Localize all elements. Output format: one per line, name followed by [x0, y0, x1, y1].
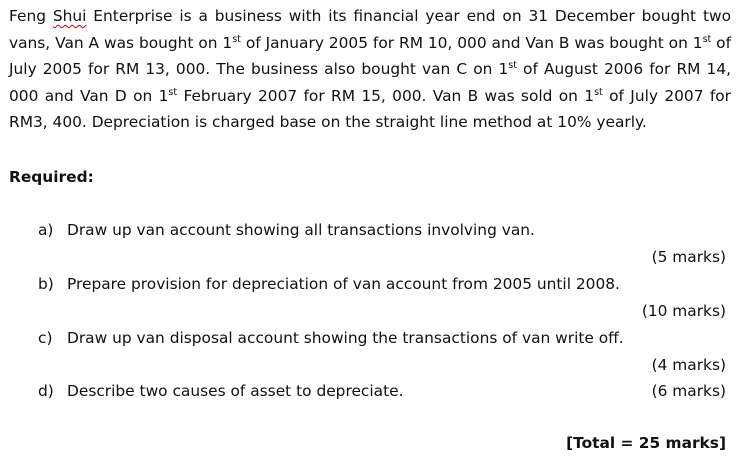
question-text: Prepare provision for depreciation of van account from 2005 until 2008. [67, 275, 620, 293]
paragraph-line-5: RM3, 400. Depreciation is charged base on the straight line method at 10% yearly. [9, 113, 647, 131]
question-text: Draw up van disposal account showing the transactions of van write off. [67, 329, 624, 347]
question-label: a) [38, 221, 54, 239]
question-a [38, 221, 535, 239]
question-label: b) [38, 275, 54, 293]
marks-a: (5 marks) [651, 248, 726, 266]
question-label: c) [38, 329, 53, 347]
paragraph-line-1: Feng Shui Enterprise is a business with its financial year end on 31 December bought two [9, 7, 731, 25]
question-label: d) [38, 382, 54, 400]
paragraph-line-4: 000 and Van D on 1st February 2007 for RM 15, 000. Van B was sold on 1st of July 2007 for [9, 86, 731, 105]
required-heading: Required: [9, 168, 94, 186]
question-b [38, 275, 620, 293]
marks-c: (4 marks) [651, 356, 726, 374]
paragraph-line-2: vans, Van A was bought on 1st of January 2005 for RM 10, 000 and Van B was bought on 1st of [9, 33, 731, 52]
question-text: Draw up van account showing all transactions involving van. [67, 221, 535, 239]
marks-b: (10 marks) [641, 302, 726, 320]
paragraph-line-3: July 2005 for RM 13, 000. The business also bought van C on 1st of August 2006 for RM 14, [9, 60, 731, 78]
question-c [38, 329, 624, 347]
marks-d: (6 marks) [651, 382, 726, 400]
question-paragraph [9, 3, 731, 136]
total-marks: [Total = 25 marks] [566, 434, 726, 452]
question-text: Describe two causes of asset to depreciate. [67, 382, 404, 400]
spellcheck-word: Shui [52, 7, 87, 25]
question-d [38, 382, 403, 400]
